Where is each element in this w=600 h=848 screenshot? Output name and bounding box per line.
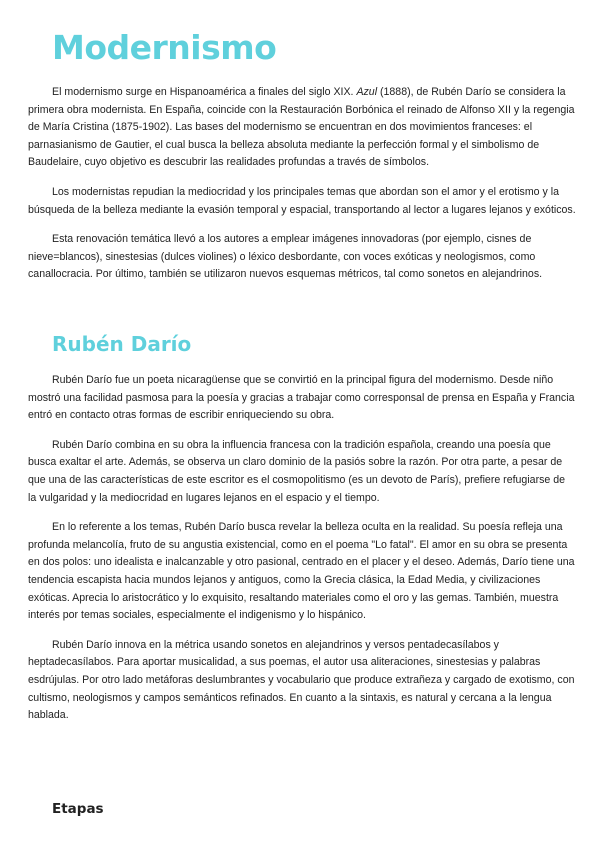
intro-section — [28, 84, 576, 296]
ruben-dario-section — [28, 372, 576, 737]
azul-title: Azul — [356, 86, 378, 98]
section-heading-etapas: Etapas — [52, 801, 104, 817]
intro-paragraph-3: Esta renovación temática llevó a los autores a emplear imágenes innovadoras (por ejemplo, cisnes de nieve=blancos), sinestesias (dulces violines) o léxico desbordante, con voces exóticas y neologismos, como canallocracia. Por último, también se utilizaron nuevos esquemas métricos, tal como sonetos en alejandrinos. — [28, 233, 543, 281]
page-title: Modernismo — [52, 28, 277, 67]
dario-paragraph-2: Rubén Darío combina en su obra la influencia francesa con la tradición española, creando una poesía que busca exaltar el arte. Además, se observa un claro dominio de la pasiós sobre la razón. Por otra parte, a pesar de que una de las características de este escritor es el cosmopolitismo (es un devoto de París), prefiere refugiarse de la vulgaridad y la mediocridad en lugares lejanos en el espacio y el tiempo. — [28, 438, 566, 504]
intro-p1-text-b: (1888), de Rubén Darío se considera la primera obra modernista. En España, coincide con la Restauración Borbónica el reinado de Alfonso XII y la regengia de María Cristina (1875-1902). Las bases del modernismo se encuentran en dos movimientos franceses: el parnasianismo de Gautier, el cual busca la belleza absoluta mediante la perfección formal y el simbolismo de Baudelaire, cuyo objetivo es descubrir las realidades profundas a través de símbolos. — [28, 86, 575, 169]
intro-paragraph-1 — [28, 84, 576, 172]
intro-paragraph-2: Los modernistas repudian la mediocridad y los principales temas que abordan son el amor y el erotismo y la búsqueda de la belleza mediante la evasión temporal y espacial, transportando al lector a lugares lejanos y exóticos. — [28, 185, 576, 216]
dario-paragraph-1: Rubén Darío fue un poeta nicaragüense que se convirtió en la principal figura del modernismo. Desde niño mostró una facilidad pasmosa para la poesía y gracias a trabajar como corresponsal de prensa en España y Francia entró en contacto otras formas de escribir enriqueciendo su obra. — [28, 374, 575, 422]
intro-p1-text-a: El modernismo surge en Hispanoamérica a finales del siglo XIX. — [52, 86, 357, 98]
section-heading-ruben-dario: Rubén Darío — [52, 332, 192, 356]
dario-paragraph-3: En lo referente a los temas, Rubén Darío busca revelar la belleza oculta en la realidad. Su poesía refleja una profunda melancolía, fruto de su angustia existencial, como en el poema "Lo fatal". El amor en su obra se presenta en dos polos: uno idealista e inalcanzable y otro pasional, centrado en el placer y el deseo. Además, Darío tiene una tendencia escapista hacia mundos lejanos y antiguos, como la Grecia clásica, la Edad Media, y civilizaciones exóticas. Aprecia lo aristocrático y lo exquisito, resaltando materiales como el oro y las gemas. También, muestra interés por temas sociales, especialmente el indigenismo y lo hispánico. — [28, 521, 575, 622]
dario-paragraph-4: Rubén Darío innova en la métrica usando sonetos en alejandrinos y versos pentadecasílabos y heptadecasílabos. Para aportar musicalidad, a sus poemas, el autor usa aliteraciones, sinestesias y palabras esdrújulas. Por otro lado metáforas deslumbrantes y vocabulario que produce extrañeza y cargado de exotismo, con cultismo, neologismos y campos semánticos refinados. En cuanto a la sintaxis, es natural y cercana a la lengua hablada. — [28, 638, 575, 722]
